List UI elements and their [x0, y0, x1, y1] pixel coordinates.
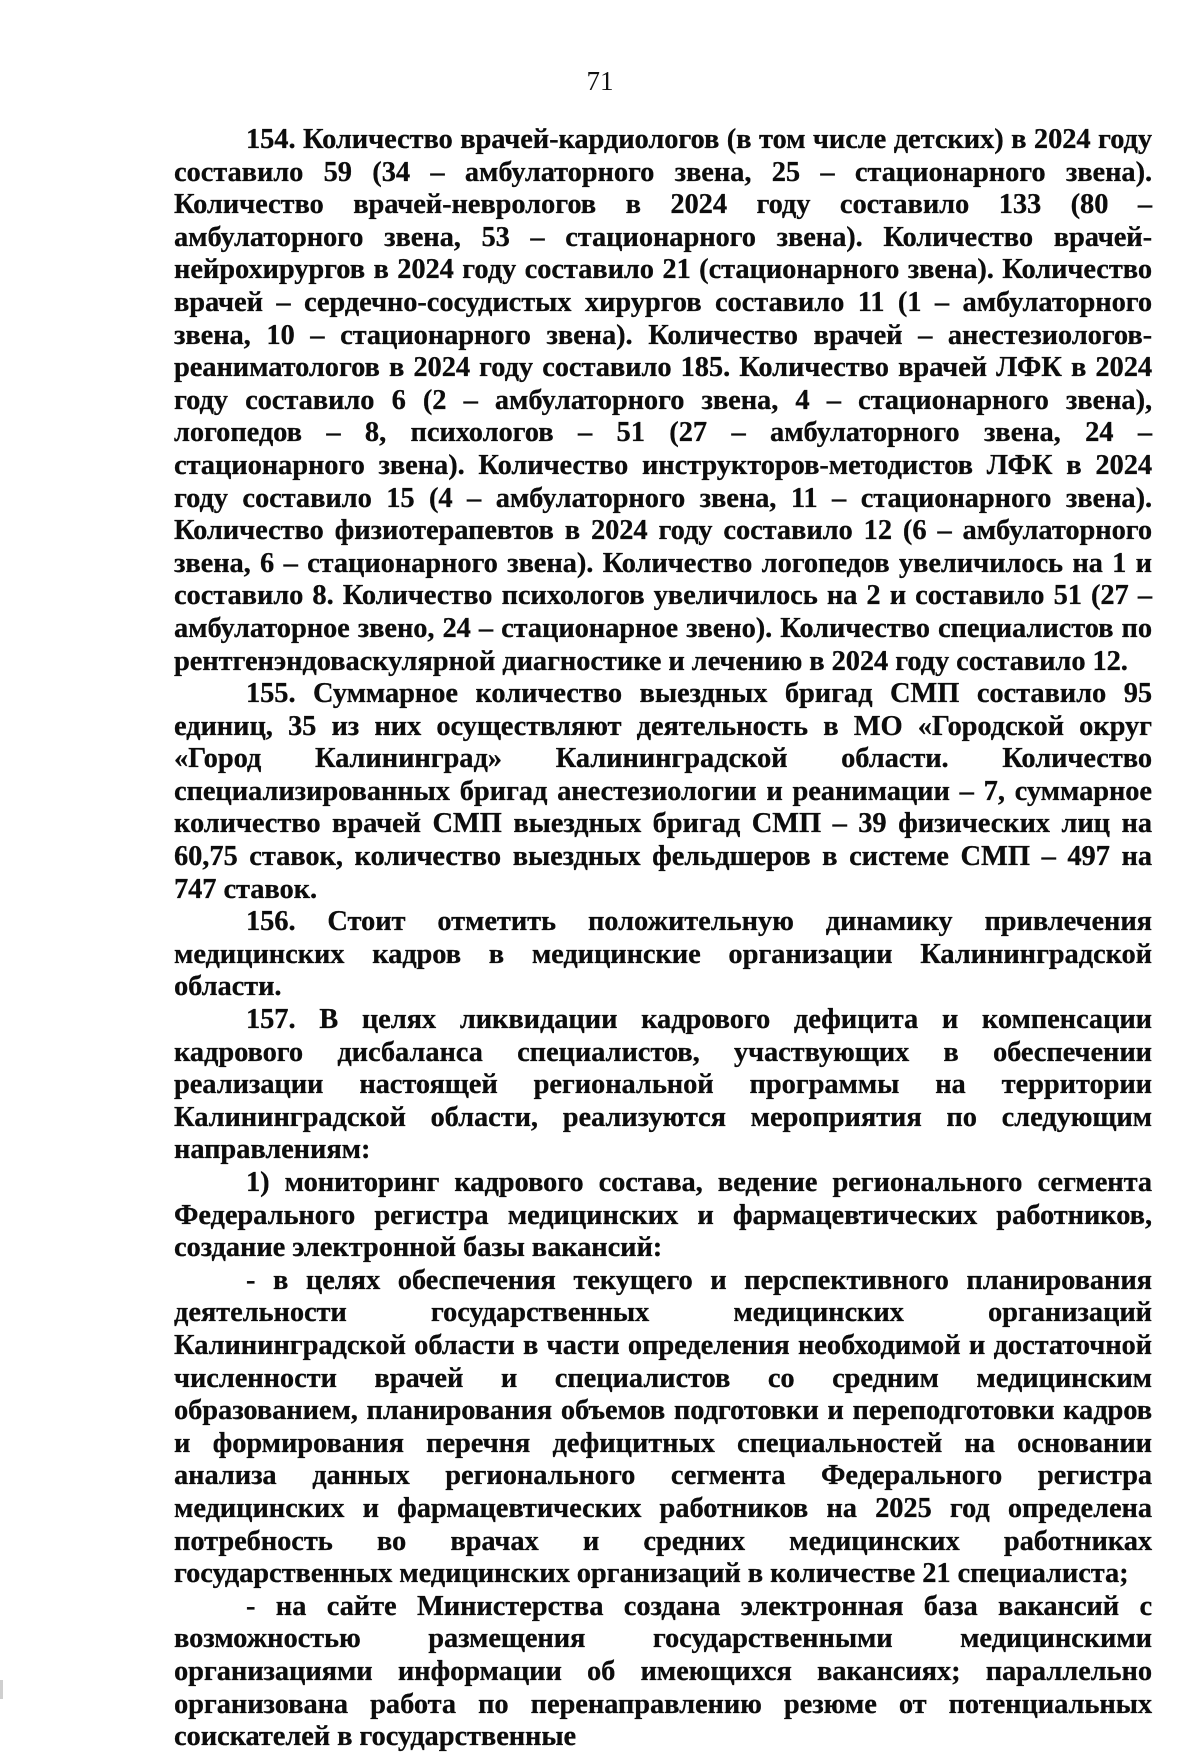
page-number: 71: [586, 66, 614, 96]
paragraph-157: 157. В целях ликвидации кадрового дефицита и компенсации кадрового дисбаланса специалистов, участвующих в обеспечении реализации настоящей региональной программы на территории Калининградской области, реализуются мероприятия по следующим направлениям:: [174, 1004, 1152, 1166]
paragraph-154: 154. Количество врачей-кардиологов (в том числе детских) в 2024 году составило 59 (34 – амбулаторного звена, 25 – стационарного звена). Количество врачей-неврологов в 2024 году составило 133 (80 – амбулаторного звена, 53 – стационарного звена). Количество врачей-нейрохирургов в 2024 году составило 21 (стационарного звена). Количество врачей – сердечно-сосудистых хирургов составило 11 (1 – амбулаторного звена, 10 – стационарного звена). Количество врачей – анестезиологов-реаниматологов в 2024 году составило 185. Количество врачей ЛФК в 2024 году составило 6 (2 – амбулаторного звена, 4 – стационарного звена), логопедов – 8, психологов – 51 (27 – амбулаторного звена, 24 – стационарного звена). Количество инструкторов-методистов ЛФК в 2024 году составило 15 (4 – амбулаторного звена, 11 – стационарного звена). Количество физиотерапевтов в 2024 году составило 12 (6 – амбулаторного звена, 6 – стационарного звена). Количество логопедов увеличилось на 1 и составило 8. Количество психологов увеличилось на 2 и составило 51 (27 – амбулаторное звено, 24 – стационарное звено). Количество специалистов по рентгенэндоваскулярной диагностике и лечению в 2024 году составило 12.: [174, 124, 1152, 677]
document-body: [174, 124, 1152, 1754]
paragraph-156: 156. Стоит отметить положительную динамику привлечения медицинских кадров в медицинские организации Калининградской области.: [174, 906, 1152, 1003]
paragraph-155: 155. Суммарное количество выездных бригад СМП составило 95 единиц, 35 из них осуществляют деятельность в МО «Городской округ «Город Калининград» Калининградской области. Количество специализированных бригад анестезиологии и реанимации – 7, суммарное количество врачей СМП выездных бригад СМП – 39 физических лиц на 60,75 ставок, количество выездных фельдшеров в системе СМП – 497 на 747 ставок.: [174, 678, 1152, 905]
list-item-1: 1) мониторинг кадрового состава, ведение регионального сегмента Федерального регистра медицинских и фармацевтических работников, создание электронной базы вакансий:: [174, 1167, 1152, 1264]
bullet-item-planning: - в целях обеспечения текущего и перспективного планирования деятельности государственных медицинских организаций Калининградской области в части определения необходимой и достаточной численности врачей и специалистов со средним медицинским образованием, планирования объемов подготовки и переподготовки кадров и формирования перечня дефицитных специальностей на основании анализа данных регионального сегмента Федерального регистра медицинских и фармацевтических работников на 2025 год определена потребность во врачах и средних медицинских работниках государственных медицинских организаций в количестве 21 специалиста;: [174, 1264, 1152, 1590]
scan-edge-mark: [0, 1680, 3, 1699]
bullet-item-vacancy-database: - на сайте Министерства создана электронная база вакансий с возможностью размещения государственными медицинскими организациями информации об имеющихся вакансиях; параллельно организована работа по перенаправлению резюме от потенциальных соискателей в государственные: [174, 1590, 1152, 1753]
